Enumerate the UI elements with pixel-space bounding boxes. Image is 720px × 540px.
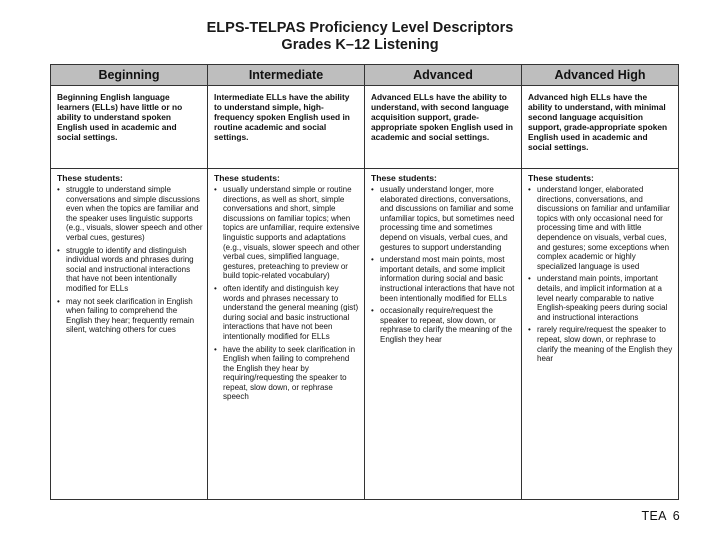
column-header-advanced-high: Advanced High <box>522 65 679 86</box>
summary-row <box>51 86 679 169</box>
descriptor-table <box>50 64 679 500</box>
bullet-icon: • <box>528 185 531 194</box>
bullet-icon: • <box>371 306 374 316</box>
list-item-text: understand longer, elaborated directions, conversations, and discussions on familiar and unfamiliar topics with only occasional need for processing time and with little dependence on visuals, verbal cues, and gestures; some exceptions when complex academic or highly specialized language is used <box>537 185 670 271</box>
list-item-text: usually understand longer, more elaborated directions, conversations, and discussions on familiar and some unfamiliar topics, but sometimes need processing time and sometimes depend on visuals, verbal cues, and gestures to support understanding <box>380 185 515 252</box>
list-item <box>528 185 674 271</box>
header-row <box>51 65 679 86</box>
list-item-text: struggle to understand simple conversations and simple discussions even when the topics are familiar and the speaker uses linguistic supports (e.g., visuals, slower speech and other verbal cues, gestures) <box>66 185 203 242</box>
list-item <box>214 284 360 342</box>
summary-cell <box>208 86 365 169</box>
title-line-1: ELPS-TELPAS Proficiency Level Descriptors <box>206 20 514 36</box>
document-title <box>0 20 720 54</box>
column-header-intermediate: Intermediate <box>208 65 365 86</box>
list-item <box>57 297 203 335</box>
summary-cell <box>365 86 522 169</box>
list-item <box>57 246 203 294</box>
page-footer <box>636 509 680 523</box>
list-item-text: understand main points, important details, and implicit information at a level nearly comparable to native English-speaking peers during social and instructional interactions <box>537 274 668 322</box>
detail-cell <box>365 169 522 500</box>
list-item <box>214 345 360 403</box>
list-item <box>371 255 517 303</box>
summary-text: Advanced ELLs have the ability to understand, with second language acquisition support, grade-appropriate spoken English used in academic and social settings. <box>371 92 513 142</box>
list-item-text: often identify and distinguish key words and phrases necessary to understand the general meaning (gist) during social and basic instructional interactions that have not been intentionally modified for ELLs <box>223 283 359 341</box>
column-header-advanced: Advanced <box>365 65 522 86</box>
bullet-icon: • <box>214 185 217 194</box>
bullet-icon: • <box>371 255 374 265</box>
bullet-icon: • <box>371 185 374 194</box>
list-item-text: rarely require/request the speaker to repeat, slow down, or rephrase to clarify the meaning of the English they hear <box>537 325 673 364</box>
column-header-beginning: Beginning <box>51 65 208 86</box>
detail-cell <box>51 169 208 500</box>
bullet-icon: • <box>528 325 531 335</box>
list-item <box>371 306 517 344</box>
list-item-text: struggle to identify and distinguish individual words and phrases during social and instructional interactions that have not been intentionally modified for ELLs <box>66 245 194 293</box>
detail-lead: These students: <box>214 173 280 183</box>
list-item <box>371 185 517 252</box>
detail-row <box>51 169 679 500</box>
list-item-text: understand most main points, most important details, and some implicit information during social and basic instructional interactions that have not been intentionally modified for ELLs <box>380 255 515 303</box>
list-item <box>214 185 360 281</box>
title-line-2: Grades K–12 Listening <box>281 37 439 53</box>
detail-list <box>51 185 207 335</box>
list-item-text: may not seek clarification in English when failing to comprehend the English they hear; frequently remain silent, watching others for cues <box>66 296 195 335</box>
summary-text: Beginning English language learners (ELLs) have little or no ability to understand spoken English used in academic and social settings. <box>57 92 183 142</box>
detail-list <box>208 185 364 402</box>
bullet-icon: • <box>57 296 60 306</box>
detail-cell <box>208 169 365 500</box>
detail-list <box>522 185 678 364</box>
bullet-icon: • <box>57 245 60 255</box>
detail-lead: These students: <box>371 173 437 183</box>
detail-list <box>365 185 521 345</box>
list-item <box>528 274 674 322</box>
list-item-text: have the ability to seek clarification in English when failing to comprehend the English they hear by requiring/requesting the speaker to repeat, slow down, or rephrase speech <box>223 344 356 402</box>
list-item <box>528 325 674 363</box>
list-item <box>57 185 203 243</box>
page-number: 6 <box>672 509 680 523</box>
bullet-icon: • <box>528 274 531 284</box>
summary-text: Advanced high ELLs have the ability to understand, with minimal second language acquisition support, grade-appropriate spoken English used in academic and social settings. <box>528 92 668 152</box>
list-item-text: occasionally require/request the speaker to repeat, slow down, or rephrase to clarify the meaning of the English they hear <box>380 306 513 344</box>
detail-lead: These students: <box>57 173 123 183</box>
detail-lead: These students: <box>528 173 594 183</box>
detail-cell <box>522 169 679 500</box>
footer-org: TEA <box>641 509 667 523</box>
summary-text: Intermediate ELLs have the ability to understand simple, high-frequency spoken English used in routine academic and social settings. <box>214 92 350 142</box>
summary-cell <box>522 86 679 169</box>
bullet-icon: • <box>57 185 60 194</box>
list-item-text: usually understand simple or routine directions, as well as short, simple conversations and short, simple discussions on familiar topics; when topics are unfamiliar, require extensive linguistic supports and adaptations (e.g., visuals, slower speech and other verbal cues, simplified language, gestures, preteaching to preview or build topic-related vocabulary) <box>223 185 360 281</box>
bullet-icon: • <box>214 283 217 293</box>
bullet-icon: • <box>214 344 217 354</box>
summary-cell <box>51 86 208 169</box>
